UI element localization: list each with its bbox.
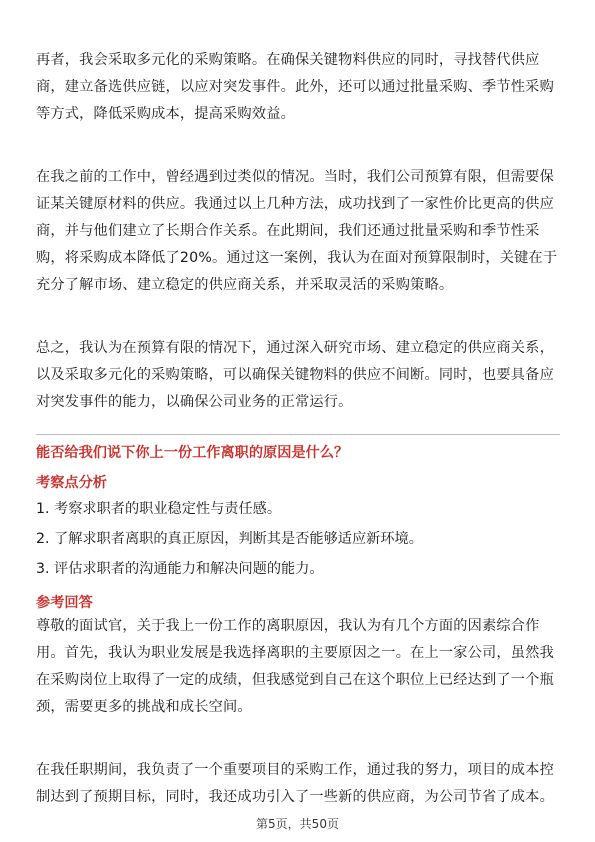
analysis-item-2: 2. 了解求职者离职的真正原因，判断其是否能够适应新环境。 — [36, 531, 423, 547]
answer-paragraph-1: 尊敬的面试官，关于我上一份工作的离职原因，我认为有几个方面的因素综合作用。首先，我认为职业发展是我选择离职的主要原因之一。在上一家公司，虽然我在采购岗位上取得了一定的成绩，但我感觉到自己在这个职位上已经达到了一个瓶颈，需要更多的挑战和成长空间。 — [36, 618, 554, 715]
answer-paragraph-2: 在我任职期间，我负责了一个重要项目的采购工作，通过我的努力，项目的成本控制达到了预期目标，同时，我还成功引入了一些新的供应商，为公司节省了成本。 — [36, 762, 554, 805]
section-divider — [36, 434, 560, 435]
analysis-item-3: 3. 评估求职者的沟通能力和解决问题的能力。 — [36, 561, 324, 577]
paragraph-experience: 在我之前的工作中，曾经遇到过类似的情况。当时，我们公司预算有限，但需要保证某关键原材料的供应。我通过以上几种方法，成功找到了一家性价比更高的供应商，并与他们建立了长期合作关系。在此期间，我们还通过批量采购和季节性采购，将采购成本降低了20%。通过这一案例，我认为在面对预算限制时，关键在于充分了解市场、建立稳定的供应商关系，并采取灵活的采购策略。 — [36, 169, 558, 293]
answer-heading: 参考回答 — [36, 595, 93, 611]
paragraph-conclusion: 总之，我认为在预算有限的情况下，通过深入研究市场、建立稳定的供应商关系，以及采取多元化的采购策略，可以确保关键物料的供应不间断。同时，也要具备应对突发事件的能力，以确保公司业务的正常运行。 — [36, 340, 554, 410]
question-title: 能否给我们说下你上一份工作离职的原因是什么？ — [36, 445, 349, 461]
paragraph-strategy: 再者，我会采取多元化的采购策略。在确保关键物料供应的同时，寻找替代供应商，建立备选供应链，以应对突发事件。此外，还可以通过批量采购、季节性采购等方式，降低采购成本，提高采购效益。 — [36, 52, 554, 122]
analysis-heading: 考察点分析 — [36, 475, 107, 491]
analysis-item-1: 1. 考察求职者的职业稳定性与责任感。 — [36, 501, 282, 517]
page-number: 第5页，共50页 — [256, 817, 339, 831]
